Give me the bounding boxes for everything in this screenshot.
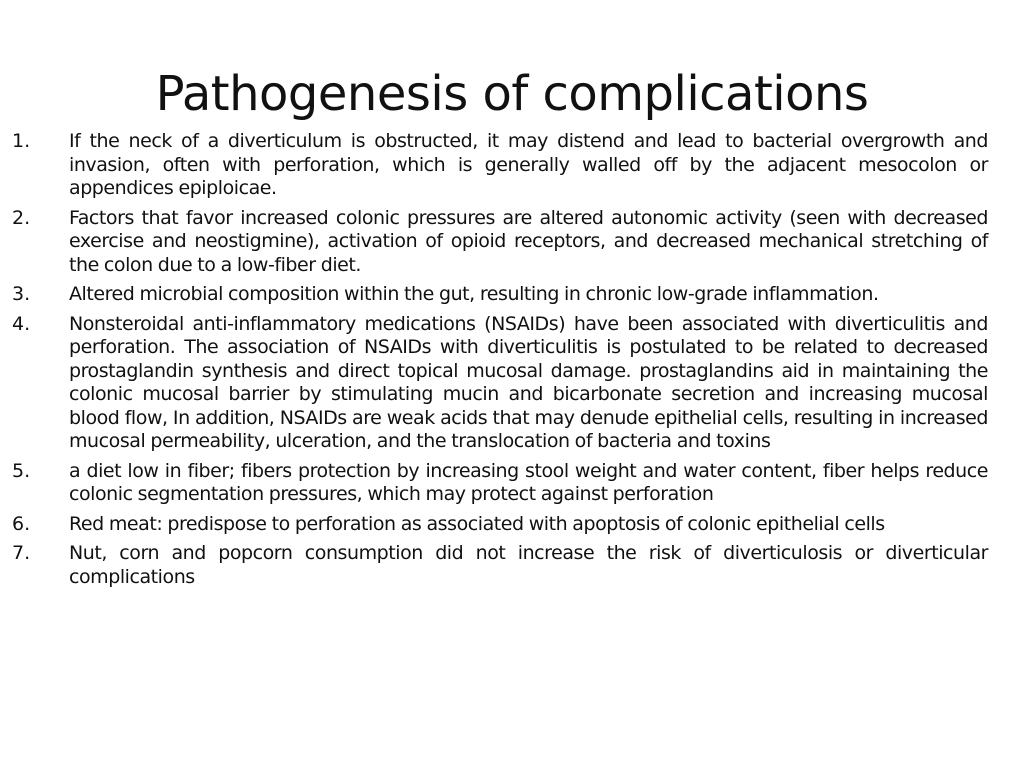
list-item-text: Altered microbial composition within the gut, resulting in chronic low-grade inflammation. bbox=[69, 283, 879, 305]
list-item-text: a diet low in fiber; fibers protection by increasing stool weight and water content, fiber helps reduce colonic segmentation pressures, which may protect against perforation bbox=[69, 459, 988, 505]
list-item-text: If the neck of a diverticulum is obstructed, it may distend and lead to bacterial overgrowth and invasion, often with perforation, which is generally walled off by the adjacent mesocolon or appendices epiploicae. bbox=[69, 130, 988, 199]
list-item-number: 3. bbox=[12, 283, 31, 305]
list-item bbox=[0, 313, 1024, 454]
list-item-number: 2. bbox=[12, 206, 31, 229]
list-item-number: 4. bbox=[12, 312, 31, 335]
list-item-text: Factors that favor increased colonic pressures are altered autonomic activity (seen with decreased exercise and neostigmine), activation of opioid receptors, and decreased mechanical stretching of the colon due to a low-fiber diet. bbox=[69, 206, 988, 276]
list-item-number: 1. bbox=[12, 130, 31, 152]
list-item bbox=[0, 460, 1024, 507]
list-item bbox=[0, 542, 1024, 589]
list-item-text: Nut, corn and popcorn consumption did not increase the risk of diverticulosis or diverticular complications bbox=[69, 542, 988, 588]
list-item bbox=[0, 130, 1024, 201]
list-item bbox=[0, 513, 1024, 537]
list-item-text: Red meat: predispose to perforation as associated with apoptosis of colonic epithelial cells bbox=[69, 512, 885, 535]
list-item bbox=[0, 207, 1024, 278]
numbered-list bbox=[0, 130, 1024, 595]
list-item-number: 6. bbox=[12, 512, 31, 535]
list-item-text: Nonsteroidal anti-inflammatory medications (NSAIDs) have been associated with diverticulitis and perforation. The association of NSAIDs with diverticulitis is postulated to be related to decreased prostaglandin synthesis and direct topical mucosal damage. prostaglandins aid in maintaining the colonic mucosal barrier by stimulating mucin and bicarbonate secretion and increasing mucosal blood flow, In addition, NSAIDs are weak acids that may denude epithelial cells, resulting in increased mucosal permeability, ulceration, and the translocation of bacteria and toxins bbox=[69, 312, 988, 452]
list-item-number: 5. bbox=[12, 459, 31, 482]
list-item bbox=[0, 283, 1024, 307]
list-item-number: 7. bbox=[12, 542, 31, 564]
slide-title: Pathogenesis of complications bbox=[155, 66, 869, 122]
